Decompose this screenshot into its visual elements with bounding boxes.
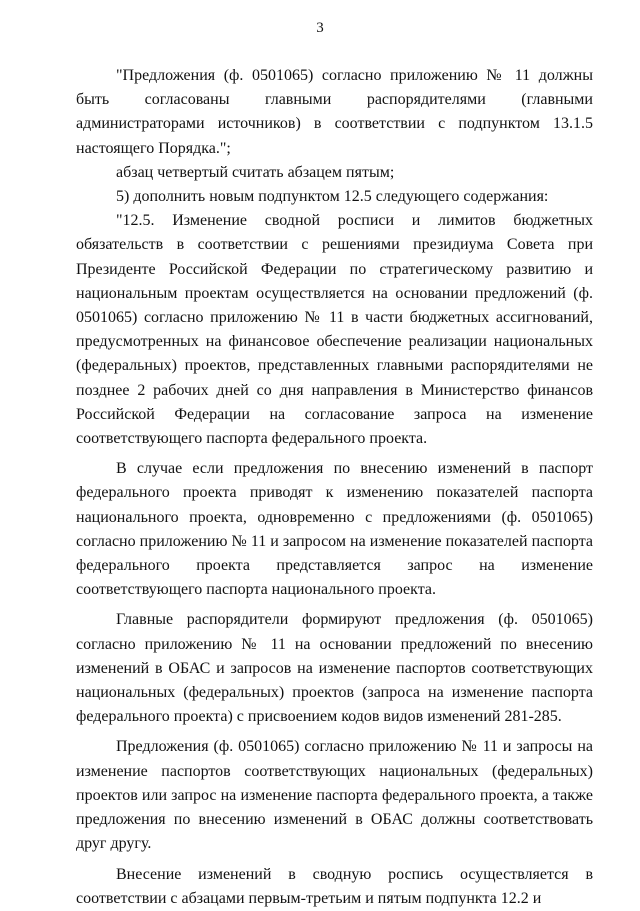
document-body [76, 64, 593, 911]
paragraph-main-managers: Главные распорядители формируют предложения (ф. 0501065) согласно приложению № 11 на основании предложений по внесению изменений в ОБАС и запросов на изменение паспортов соответствующих национальных (федеральных) проектов (запроса на изменение паспорта федерального проекта) с присвоением кодов видов изменений 281-285. [76, 611, 593, 726]
paragraph-form-approval: "Предложения (ф. 0501065) согласно приложению № 11 должны быть согласованы главными распорядителями (главными администраторами источников) в соответствии с подпунктом 13.1.5 настоящего Порядка."; [76, 67, 593, 157]
paragraph-passport-changes: В случае если предложения по внесению изменений в паспорт федерального проекта приводят к изменению показателей паспорта национального проекта, одновременно с предложениями (ф. 0501065) согласно приложению № 11 и запросом на изменение показателей паспорта федерального проекта представляется запрос на изменение соответствующего паспорта национального проекта. [76, 460, 593, 599]
page-number: 3 [316, 20, 324, 36]
paragraph-clause-12-5: "12.5. Изменение сводной росписи и лимитов бюджетных обязательств в соответствии с решениями президиума Совета при Президенте Российской Федерации по стратегическому развитию и национальным проектам осуществляется на основании предложений (ф. 0501065) согласно приложению № 11 в части бюджетных ассигнований, предусмотренных на финансовое обеспечение реализации национальных (федеральных) проектов, представленных главными распорядителями не позднее 2 рабочих дней со дня направления в Министерство финансов Российской Федерации на согласование запроса на изменение соответствующего паспорта федерального проекта. [76, 212, 593, 448]
paragraph-summary-changes: Внесение изменений в сводную роспись осуществляется в соответствии с абзацами первым-третьим и пятым подпункта 12.2 и [76, 865, 593, 907]
paragraph-add-subclause: 5) дополнить новым подпунктом 12.5 следующего содержания: [116, 188, 549, 206]
paragraph-consistency: Предложения (ф. 0501065) согласно приложению № 11 и запросы на изменение паспортов соответствующих национальных (федеральных) проектов или запрос на изменение паспорта федерального проекта, а также предложения по внесению изменений в ОБАС должны соответствовать друг другу. [76, 738, 593, 853]
paragraph-fourth-to-fifth: абзац четвертый считать абзацем пятым; [116, 163, 395, 181]
